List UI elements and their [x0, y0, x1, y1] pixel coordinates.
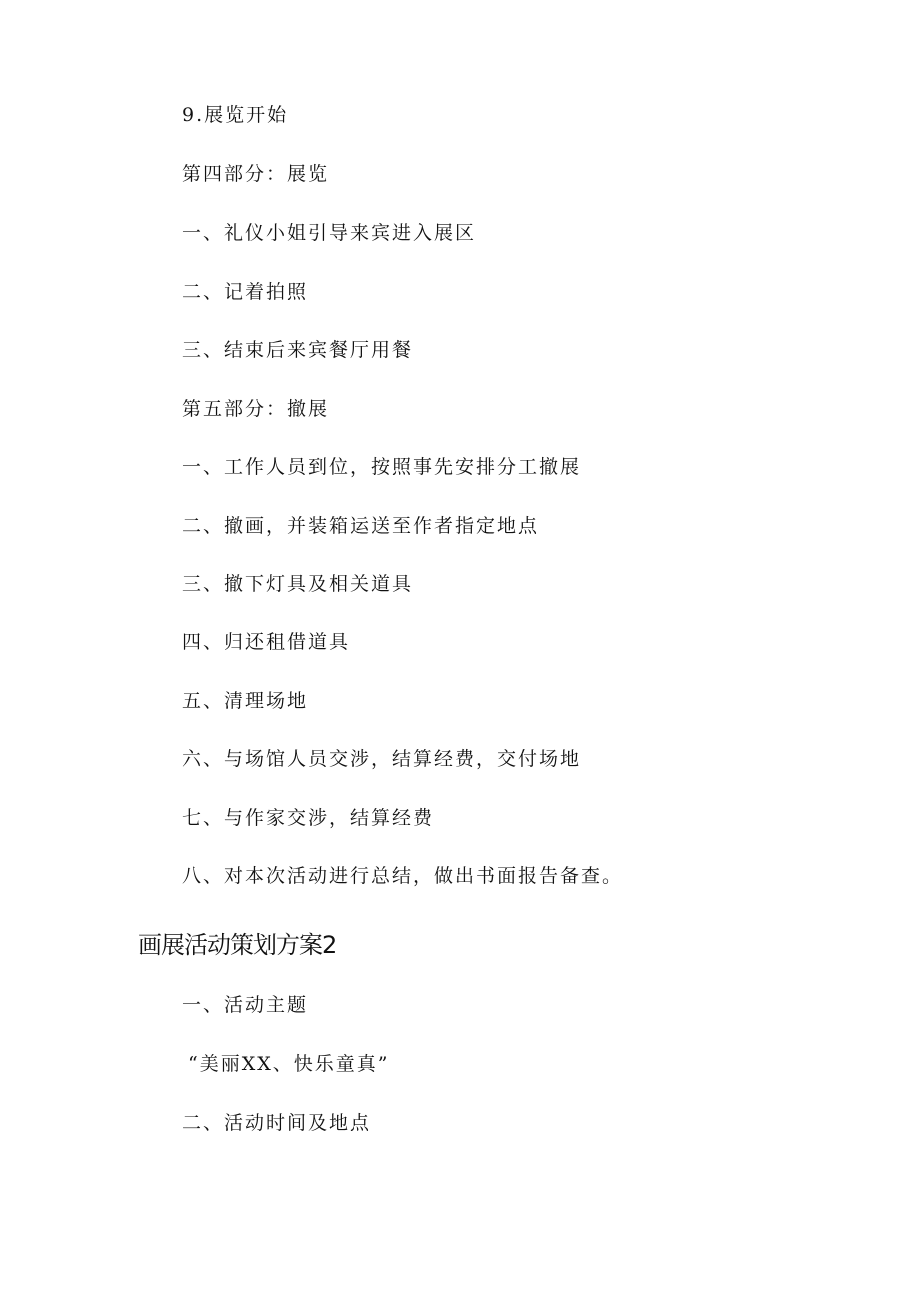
part-four-item-3: 三、结束后来宾餐厅用餐	[182, 339, 414, 361]
part-five-item-3: 三、撤下灯具及相关道具	[182, 573, 414, 595]
part-four-item-1: 一、礼仪小姐引导来宾进入展区	[182, 222, 477, 244]
part-four-heading: 第四部分：展览	[182, 163, 330, 185]
time-location-heading: 二、活动时间及地点	[182, 1112, 372, 1134]
part-five-item-6: 六、与场馆人员交涉，结算经费，交付场地	[182, 748, 582, 770]
part-five-heading: 第五部分：撤展	[182, 398, 330, 420]
theme-quote: “美丽XX、快乐童真”	[188, 1053, 390, 1075]
part-five-item-7: 七、与作家交涉，结算经费	[182, 807, 435, 829]
part-five-item-2: 二、撤画，并装箱运送至作者指定地点	[182, 515, 540, 537]
part-four-item-2: 二、记着拍照	[182, 281, 309, 303]
exhibition-start-line: 9.展览开始	[182, 104, 289, 126]
section-title: 画展活动策划方案2	[138, 931, 337, 959]
part-five-item-4: 四、归还租借道具	[182, 631, 351, 653]
part-five-item-8: 八、对本次活动进行总结，做出书面报告备查。	[182, 865, 624, 887]
part-five-item-5: 五、清理场地	[182, 690, 309, 712]
part-five-item-1: 一、工作人员到位，按照事先安排分工撤展	[182, 456, 582, 478]
theme-heading: 一、活动主题	[182, 994, 309, 1016]
